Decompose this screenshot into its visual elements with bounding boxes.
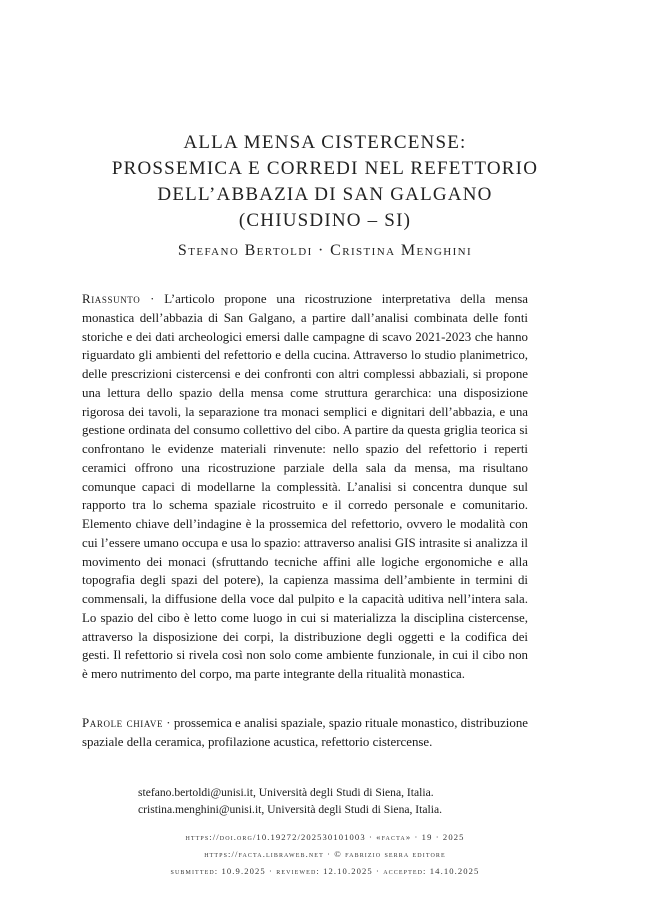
keywords-label: Parole chiave bbox=[82, 716, 164, 730]
title-line-2: PROSSEMICA E CORREDI NEL REFETTORIO bbox=[111, 158, 539, 179]
doi-line: https://doi.org/10.19272/202530101003 · «facta» · 19 · 2025 bbox=[185, 832, 465, 842]
abstract-separator: · bbox=[140, 292, 165, 306]
affiliation-bertoldi: stefano.bertoldi@unisi.it, Università degli Studi di Siena, Italia. bbox=[138, 786, 434, 799]
keywords-separator: · bbox=[163, 716, 174, 730]
keywords bbox=[82, 714, 528, 751]
title-line-3: DELL’ABBAZIA DI SAN GALGANO bbox=[157, 184, 493, 205]
title-line-4: (CHIUSDINO – SI) bbox=[238, 210, 412, 231]
authors: Stefano Bertoldi · Cristina Menghini bbox=[177, 242, 473, 259]
abstract-label: Riassunto bbox=[82, 292, 141, 306]
article-title bbox=[0, 130, 650, 234]
keywords-text: prossemica e analisi spaziale, spazio rituale monastico, distribuzione spaziale della ceramica, profilazione acustica, refettorio cistercense. bbox=[82, 716, 528, 749]
affiliations bbox=[138, 784, 538, 818]
abstract-text: L’articolo propone una ricostruzione interpretativa della mensa monastica dell’abbazia di San Galgano, a partire dall’analisi combinata delle fonti storiche e dei dati archeologici emersi dalle campagne di scavo 2021-2023 che hanno riguardato gli ambienti del refettorio e della cucina. Attraverso lo studio planimetrico, delle prescrizioni cistercensi e dei confronti con altri complessi abbaziali, si propone una lettura dello spazio della mensa come struttura gerarchica: una disposizione rigorosa dei tavoli, la separazione tra monaci semplici e dignitari dell’abbazia, e una gestione ordinata del consumo collettivo del cibo. A partire da questa griglia teorica si confrontano le evidenze materiali rinvenute: nello spazio del refettorio i reperti ceramici offrono una ricostruzione parziale della sala da mensa, ma risultano comunque capaci di modellarne la complessità. L’analisi si concentra dunque sul rapporto tra lo schema spaziale ricostruito e il corredo personale e comunitario. Elemento chiave dell’indagine è la prossemica del refettorio, ovvero le modalità con cui l’essere umano occupa e usa lo spazio: attraverso analisi GIS intrasite si analizza il movimento dei monaci (sfruttando tecniche affini alle logiche ergonomiche e alla topografia degli spazi del potere), la capienza massima dell’ambiente in termini di commensali, la diffusione della voce dal pulpito e la capacità uditiva nell’intera sala. Lo spazio del cibo è letto come luogo in cui si materializza la disciplina cistercense, attraverso la disposizione dei corpi, la distribuzione degli oggetti e la codifica dei gesti. Il refettorio si rivela così non solo come ambiente funzionale, in cui il cibo non è mero nutrimento del corpo, ma parte integrante della ritualità monastica. bbox=[82, 292, 528, 681]
abstract bbox=[82, 290, 528, 684]
publication-footer bbox=[0, 829, 650, 880]
dates-line: submitted: 10.9.2025 · reviewed: 12.10.2025 · accepted: 14.10.2025 bbox=[170, 866, 480, 876]
title-line-1: ALLA MENSA CISTERCENSE: bbox=[183, 132, 467, 153]
web-line: https://facta.libraweb.net · © fabrizio serra editore bbox=[204, 849, 446, 859]
affiliation-menghini: cristina.menghini@unisi.it, Università degli Studi di Siena, Italia. bbox=[138, 803, 443, 816]
